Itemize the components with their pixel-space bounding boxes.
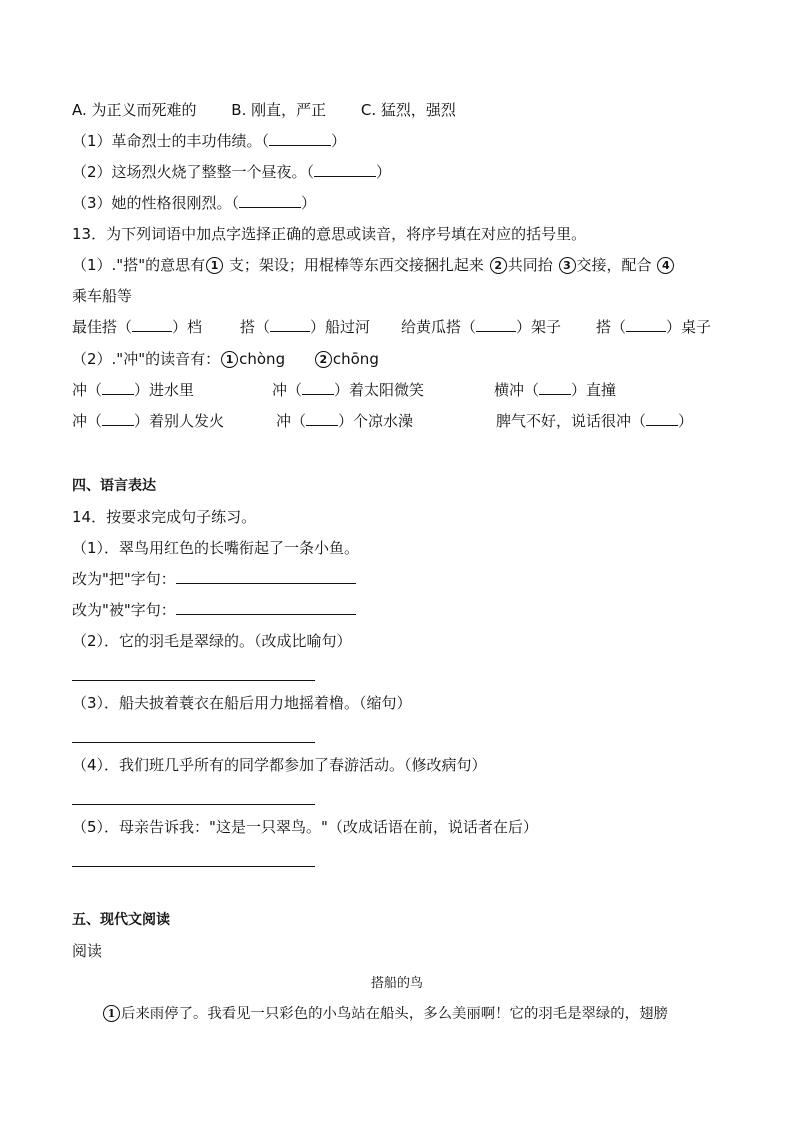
answer-blank[interactable] [132, 330, 172, 332]
q12-item-1-text: （1）革命烈士的丰功伟绩。（ [72, 132, 270, 150]
q14-1-sentence: （1）．翠鸟用红色的长嘴衔起了一条小鱼。 [72, 539, 360, 557]
section-heading-4: 四、语言表达 [72, 478, 156, 494]
answer-line[interactable] [72, 680, 315, 681]
q12-item-2: （2）这场烈火烧了整整一个昼夜。（ ） [72, 163, 392, 181]
answer-blank[interactable] [302, 393, 334, 395]
answer-blank[interactable] [270, 330, 310, 332]
q14-1b-prompt: 改为"被"字句： [72, 600, 356, 620]
chong-word-3: 横冲（ ）直撞 [494, 381, 617, 399]
answer-line[interactable] [72, 804, 315, 805]
options-line: A. 为正义而死难的 B. 刚直，严正 C. 猛烈，强烈 [72, 101, 456, 119]
answer-blank[interactable] [102, 424, 134, 426]
q14-1a-prompt: 改为"把"字句： [72, 569, 356, 589]
circled-number: 1 [103, 1005, 120, 1022]
q14-title: 14．按要求完成句子练习。 [72, 508, 257, 526]
circled-number: 1 [206, 257, 223, 274]
answer-blank[interactable] [646, 424, 678, 426]
chong-word-4: 冲（ ）着别人发火 [72, 412, 225, 430]
q14-5-sentence: （5）．母亲告诉我："这是一只翠鸟。"（改成话语在前，说话者在后） [72, 818, 538, 836]
q13-part1-meanings: （1）."搭"的意思有 1 支；架设；用棍棒等东西交接捆扎起来 2 共同抬 3 交接，配合 4 [72, 255, 675, 275]
chong-word-6: 脾气不好，说话很冲（ ） [496, 412, 694, 430]
answer-blank[interactable] [539, 393, 571, 395]
answer-blank[interactable] [314, 175, 376, 177]
answer-line[interactable] [72, 866, 315, 867]
q14-3-sentence: （3）．船夫披着蓑衣在船后用力地摇着橹。（缩句） [72, 694, 412, 712]
da-word-1: 最佳搭（ ）档 [72, 318, 203, 336]
q13-part2-readings: （2）."冲"的读音有： 1 chòng 2 chōng [72, 350, 379, 368]
answer-blank[interactable] [626, 330, 666, 332]
da-word-4: 搭（ ）桌子 [596, 318, 712, 336]
q14-2-sentence: （2）．它的羽毛是翠绿的。（改成比喻句） [72, 632, 352, 650]
da-word-3: 给黄瓜搭（ ）架子 [401, 318, 562, 336]
read-label: 阅读 [72, 942, 103, 960]
circled-number: 3 [559, 257, 576, 274]
chong-word-1: 冲（ ）进水里 [72, 381, 195, 399]
chong-word-5: 冲（ ）个凉水澡 [276, 412, 414, 430]
q12-item-3-text: （3）她的性格很刚烈。（ [72, 194, 240, 212]
q13-part1-cont: 乘车船等 [72, 287, 133, 305]
answer-line[interactable] [72, 742, 315, 743]
q12-item-2-text: （2）这场烈火烧了整整一个昼夜。（ [72, 163, 315, 181]
answer-blank[interactable] [306, 424, 338, 426]
answer-blank[interactable] [476, 330, 516, 332]
q12-item-1: （1）革命烈士的丰功伟绩。（ ） [72, 132, 347, 150]
answer-blank[interactable] [176, 582, 356, 584]
da-word-2: 搭（ ）船过河 [240, 318, 371, 336]
circled-number: 1 [221, 351, 238, 368]
passage-paragraph-1: 1 后来雨停了。我看见一只彩色的小鸟站在船头，多么美丽啊！它的羽毛是翠绿的，翅膀 [102, 1004, 668, 1024]
passage-title: 搭船的鸟 [370, 976, 423, 991]
section-heading-5: 五、现代文阅读 [72, 912, 170, 928]
circled-number: 2 [490, 257, 507, 274]
answer-blank[interactable] [102, 393, 134, 395]
chong-word-2: 冲（ ）着太阳微笑 [272, 381, 425, 399]
answer-blank[interactable] [269, 144, 331, 146]
answer-blank[interactable] [239, 206, 301, 208]
q12-item-3: （3）她的性格很刚烈。（ ） [72, 194, 317, 212]
answer-blank[interactable] [176, 613, 356, 615]
circled-number: 2 [315, 351, 332, 368]
circled-number: 4 [657, 257, 674, 274]
q13-title: 13．为下列词语中加点字选择正确的意思或读音，将序号填在对应的括号里。 [72, 225, 587, 243]
q14-4-sentence: （4）．我们班几乎所有的同学都参加了春游活动。（修改病句） [72, 756, 487, 774]
